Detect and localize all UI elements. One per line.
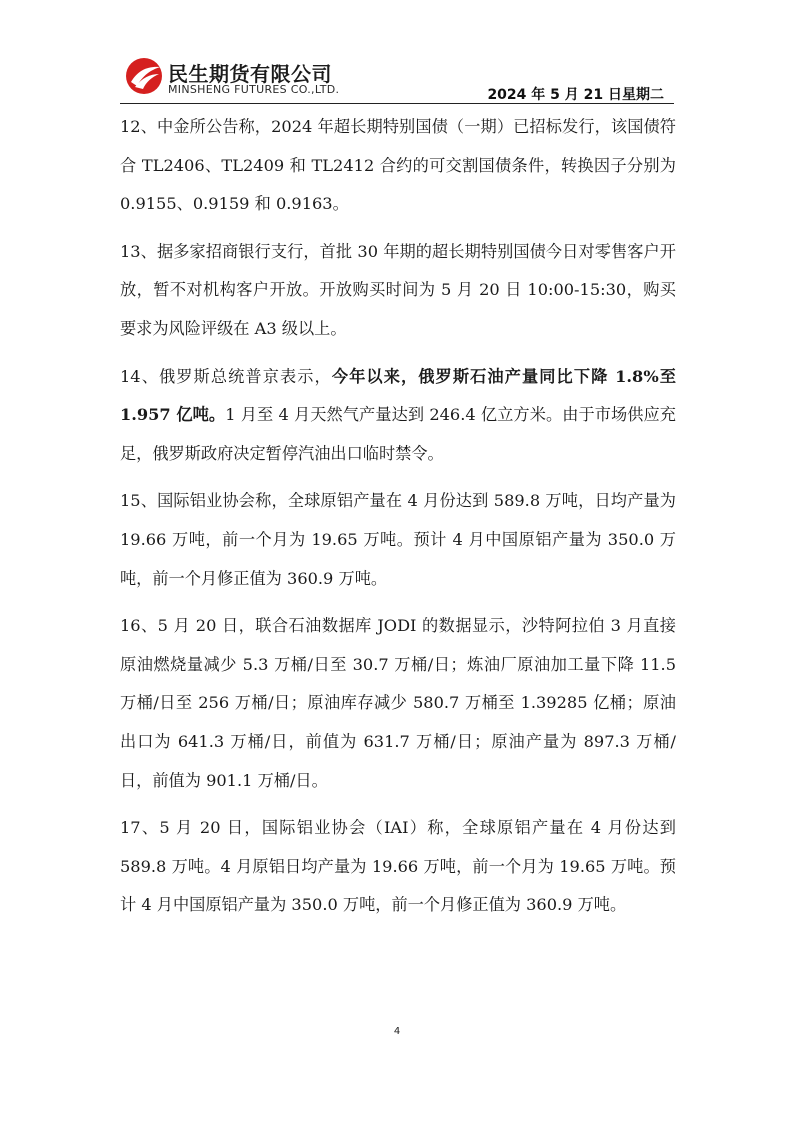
news-item-17: 17、5 月 20 日，国际铝业协会（IAI）称，全球原铝产量在 4 月份达到 589.8 万吨。4 月原铝日均产量为 19.66 万吨，前一个月为 19.65 万吨。预计 4 月中国原铝产量为 350.0 万吨，前一个月修正值为 360.9 万吨。 <box>120 818 676 915</box>
news-item-14 <box>120 358 676 474</box>
news-item-13: 13、据多家招商银行支行，首批 30 年期的超长期特别国债今日对零售客户开放，暂不对机构客户开放。开放购买时间为 5 月 20 日 10:00-15:30，购买要求为风险评级在 A3 级以上。 <box>120 241 676 338</box>
company-name-en: MINSHENG FUTURES CO.,LTD. <box>168 83 340 96</box>
news-item-12: 12、中金所公告称，2024 年超长期特别国债（一期）已招标发行，该国债符合 TL2406、TL2409 和 TL2412 合约的可交割国债条件，转换因子分别为 0.9155、0.9159 和 0.9163。 <box>120 117 676 214</box>
news-item-14-lead: 14、俄罗斯总统普京表示， <box>120 366 332 386</box>
page-header <box>0 0 794 104</box>
company-logo <box>124 56 364 100</box>
company-name-cn: 民生期货有限公司 <box>168 62 332 86</box>
minsheng-logo-icon <box>124 56 164 96</box>
news-list <box>120 108 676 934</box>
news-item-14-highlight: 今年以来，俄罗斯石油产量同比下降 1.8%至 1.957 亿吨。 <box>120 366 676 425</box>
news-item-14-tail: 1 月至 4 月天然气产量达到 246.4 亿立方米。由于市场供应充足，俄罗斯政府决定暂停汽油出口临时禁令。 <box>120 405 676 463</box>
header-divider <box>120 103 674 104</box>
news-item-16: 16、5 月 20 日，联合石油数据库 JODI 的数据显示，沙特阿拉伯 3 月直接原油燃烧量减少 5.3 万桶/日至 30.7 万桶/日；炼油厂原油加工量下降 11.5 万桶/日至 256 万桶/日；原油库存减少 580.7 万桶至 1.39285 亿桶；原油出口为 641.3 万桶/日，前值为 631.7 万桶/日；原油产量为 897.3 万桶/日，前值为 901.1 万桶/日。 <box>120 616 676 790</box>
page-number: 4 <box>393 1026 401 1037</box>
report-date: 2024 年 5 月 21 日星期二 <box>487 87 664 103</box>
news-item-15: 15、国际铝业协会称，全球原铝产量在 4 月份达到 589.8 万吨，日均产量为 19.66 万吨，前一个月为 19.65 万吨。预计 4 月中国原铝产量为 350.0 万吨，前一个月修正值为 360.9 万吨。 <box>120 491 676 588</box>
